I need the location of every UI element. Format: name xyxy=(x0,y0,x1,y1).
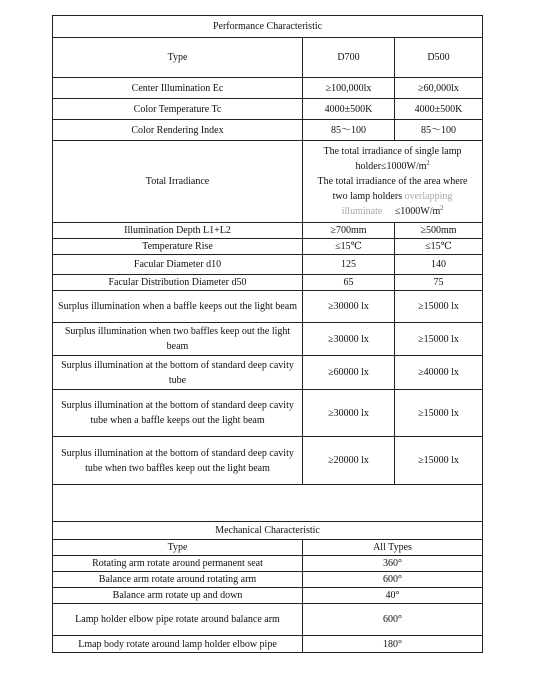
table-row xyxy=(53,390,483,437)
row-d500: ≥60,000lx xyxy=(395,78,483,99)
total-irradiance-row xyxy=(53,141,483,223)
mech-row-label: Lmap body rotate around lamp holder elbow pipe xyxy=(53,636,303,653)
mech-row-value: 360° xyxy=(303,556,483,572)
row-d500: ≥15000 lx xyxy=(395,437,483,485)
mech-header-value: All Types xyxy=(303,540,483,556)
irradiance-sup: 2 xyxy=(426,160,430,167)
table-row xyxy=(53,356,483,390)
table-row xyxy=(53,437,483,485)
table-row xyxy=(53,255,483,275)
mech-header-type: Type xyxy=(53,540,303,556)
performance-header-row xyxy=(53,38,483,78)
table-row xyxy=(53,239,483,255)
table-row xyxy=(53,291,483,323)
mech-row-label: Balance arm rotate up and down xyxy=(53,588,303,604)
irradiance-sup: 2 xyxy=(440,205,444,212)
row-label: Surplus illumination when a baffle keeps out the light beam xyxy=(53,291,303,323)
irradiance-text: ≤1000W/m xyxy=(394,206,441,217)
mechanical-table xyxy=(52,521,483,653)
performance-title-row xyxy=(53,16,483,38)
row-d500: ≥40000 lx xyxy=(395,356,483,390)
row-label: Temperature Rise xyxy=(53,239,303,255)
row-d700: 65 xyxy=(303,275,395,291)
table-row xyxy=(53,636,483,653)
row-d700: ≥100,000lx xyxy=(303,78,395,99)
table-row xyxy=(53,120,483,141)
irradiance-line: The total irradiance of the area where xyxy=(317,176,468,187)
header-d700: D700 xyxy=(303,38,395,78)
row-d700: 4000±500K xyxy=(303,99,395,120)
mech-row-label: Balance arm rotate around rotating arm xyxy=(53,572,303,588)
row-label: Color Temperature Tc xyxy=(53,99,303,120)
row-label: Illumination Depth L1+L2 xyxy=(53,223,303,239)
mechanical-header-row xyxy=(53,540,483,556)
row-label: Surplus illumination at the bottom of standard deep cavity tube when a baffle keeps out the light beam xyxy=(53,390,303,437)
irradiance-text: holder≤1000W/m xyxy=(355,161,427,172)
irradiance-line xyxy=(305,189,480,204)
spec-sheet xyxy=(52,15,482,653)
row-d500: ≥15000 lx xyxy=(395,390,483,437)
irradiance-line xyxy=(305,204,480,219)
row-d500: ≥500mm xyxy=(395,223,483,239)
row-d700: 85～100 xyxy=(303,120,395,141)
header-type: Type xyxy=(53,38,303,78)
row-d700: 125 xyxy=(303,255,395,275)
irradiance-line: The total irradiance of single lamp xyxy=(323,146,462,157)
mech-row-value: 600° xyxy=(303,572,483,588)
table-row xyxy=(53,78,483,99)
mech-row-value: 600° xyxy=(303,604,483,636)
mech-row-label: Lamp holder elbow pipe rotate around balance arm xyxy=(53,604,303,636)
mech-row-value: 40° xyxy=(303,588,483,604)
row-d700: ≥30000 lx xyxy=(303,323,395,356)
table-row xyxy=(53,556,483,572)
table-row xyxy=(53,99,483,120)
row-d700: ≥60000 lx xyxy=(303,356,395,390)
mech-row-label: Rotating arm rotate around permanent seat xyxy=(53,556,303,572)
table-row xyxy=(53,604,483,636)
performance-table xyxy=(52,15,483,522)
table-row xyxy=(53,323,483,356)
row-d700: ≥20000 lx xyxy=(303,437,395,485)
spacer-row xyxy=(53,485,483,522)
row-label: Facular Distribution Diameter d50 xyxy=(53,275,303,291)
mech-row-value: 180° xyxy=(303,636,483,653)
spacer-cell xyxy=(53,485,483,522)
irradiance-text: illuminate xyxy=(341,206,383,217)
row-d500: 75 xyxy=(395,275,483,291)
row-label: Color Rendering Index xyxy=(53,120,303,141)
total-irradiance-label: Total Irradiance xyxy=(53,141,303,223)
irradiance-text: overlapping xyxy=(402,191,453,202)
mechanical-title-row xyxy=(53,522,483,540)
row-label: Facular Diameter d10 xyxy=(53,255,303,275)
row-label: Center Illumination Ec xyxy=(53,78,303,99)
irradiance-line xyxy=(305,159,480,174)
irradiance-text: two lamp holders xyxy=(332,191,403,202)
total-irradiance-value xyxy=(303,141,483,223)
table-row xyxy=(53,572,483,588)
row-d700: ≥30000 lx xyxy=(303,291,395,323)
row-d500: ≥15000 lx xyxy=(395,291,483,323)
performance-title: Performance Characteristic xyxy=(53,16,483,38)
row-d700: ≥30000 lx xyxy=(303,390,395,437)
row-label: Surplus illumination at the bottom of standard deep cavity tube when two baffles keep out the light beam xyxy=(53,437,303,485)
table-row xyxy=(53,588,483,604)
row-d700: ≥700mm xyxy=(303,223,395,239)
row-label: Surplus illumination at the bottom of standard deep cavity tube xyxy=(53,356,303,390)
table-row xyxy=(53,223,483,239)
header-d500: D500 xyxy=(395,38,483,78)
row-d700: ≤15℃ xyxy=(303,239,395,255)
row-d500: ≤15℃ xyxy=(395,239,483,255)
table-row xyxy=(53,275,483,291)
row-d500: ≥15000 lx xyxy=(395,323,483,356)
row-d500: 140 xyxy=(395,255,483,275)
row-d500: 4000±500K xyxy=(395,99,483,120)
row-d500: 85～100 xyxy=(395,120,483,141)
row-label: Surplus illumination when two baffles keep out the light beam xyxy=(53,323,303,356)
mechanical-title: Mechanical Characteristic xyxy=(53,522,483,540)
